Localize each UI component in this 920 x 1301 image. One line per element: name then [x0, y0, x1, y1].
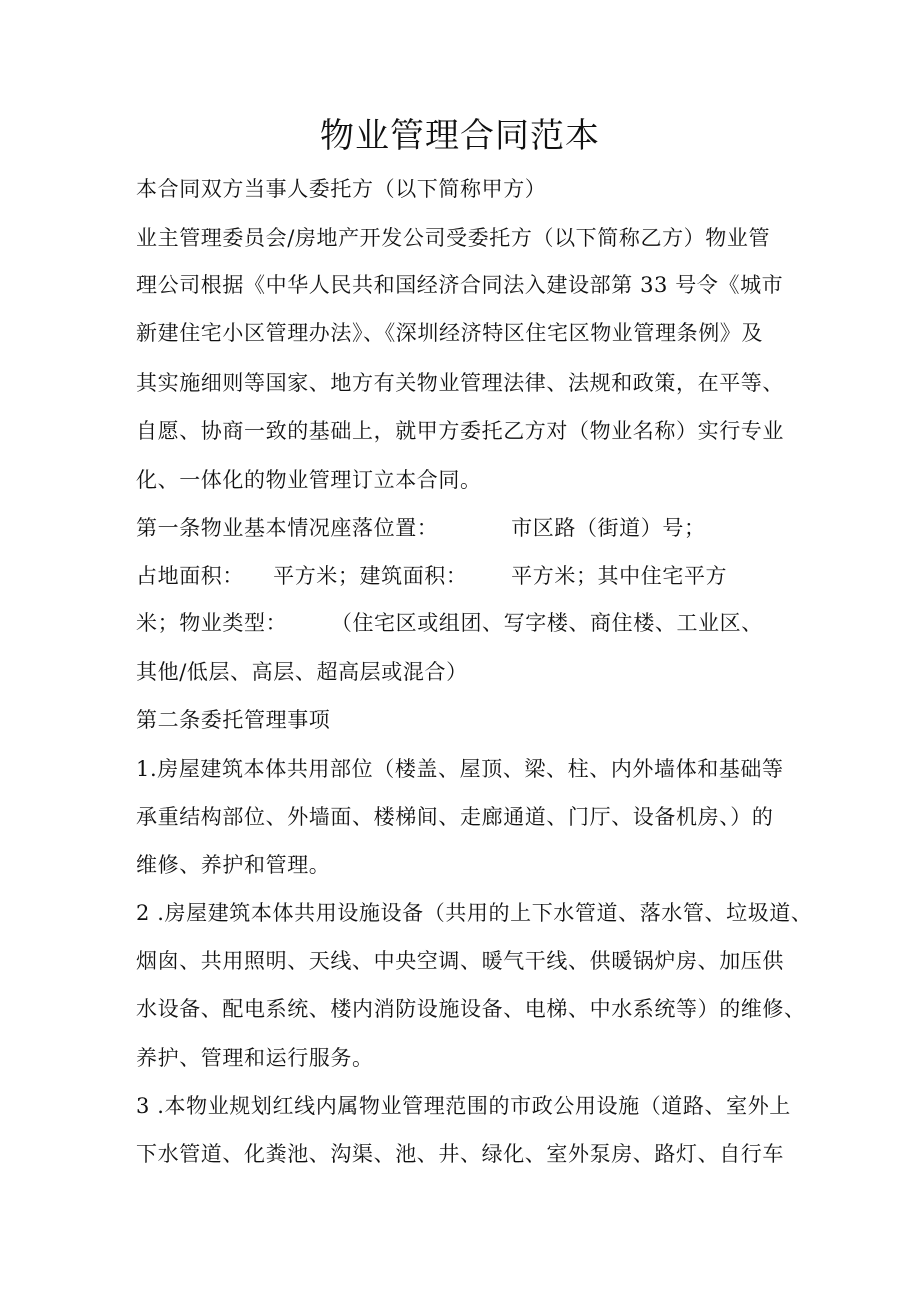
body-line: 新建住宅小区管理办法》、《深圳经济特区住宅区物业管理条例》及 — [136, 321, 763, 345]
list-item-line: 3 .本物业规划红线内属物业管理范围的市政公用设施（道路、室外上 — [136, 1094, 791, 1118]
body-line: 化、一体化的物业管理订立本合同。 — [136, 468, 482, 492]
document-title: 物业管理合同范本 — [320, 116, 600, 156]
list-item-line: 下水管道、化粪池、沟渠、池、井、绿化、室外泵房、路灯、自行车 — [136, 1142, 784, 1166]
article-heading-line: 第二条委托管理事项 — [136, 708, 331, 732]
body-line: 其实施细则等国家、地方有关物业管理法律、法规和政策，在平等、 — [136, 371, 784, 395]
list-item-line: 2 .房屋建筑本体共用设施设备（共用的上下水管道、落水管、垃圾道、 — [136, 901, 813, 925]
body-line: 理公司根据《中华人民共和国经济合同法入建设部第 33 号令《城市 — [136, 273, 784, 297]
body-line: 米；物业类型： （住宅区或组团、写字楼、商住楼、工业区、 — [136, 611, 763, 635]
body-line: 其他/低层、高层、超高层或混合） — [136, 660, 468, 684]
body-line: 本合同双方当事人委托方（以下简称甲方） — [136, 177, 547, 201]
list-item-line: 承重结构部位、外墙面、楼梯间、走廊通道、门厅、设备机房、）的 — [136, 805, 774, 829]
body-line: 自愿、协商一致的基础上，就甲方委托乙方对（物业名称）实行专业 — [136, 419, 784, 443]
body-line: 占地面积： 平方米；建筑面积： 平方米；其中住宅平方 — [136, 564, 728, 588]
list-item-line: 1.房屋建筑本体共用部位（楼盖、屋顶、梁、柱、内外墙体和基础等 — [136, 757, 784, 781]
article-heading-line: 第一条物业基本情况座落位置： 市区路（街道）号； — [136, 516, 706, 540]
list-item-line: 养护、管理和运行服务。 — [136, 1046, 374, 1070]
body-line: 业主管理委员会/房地产开发公司受委托方（以下简称乙方）物业管 — [136, 226, 771, 250]
list-item-line: 烟囱、共用照明、天线、中央空调、暖气干线、供暖锅炉房、加压供 — [136, 949, 784, 973]
list-item-line: 维修、养护和管理。 — [136, 853, 331, 877]
list-item-line: 水设备、配电系统、楼内消防设施设备、电梯、中水系统等）的维修、 — [136, 997, 806, 1021]
